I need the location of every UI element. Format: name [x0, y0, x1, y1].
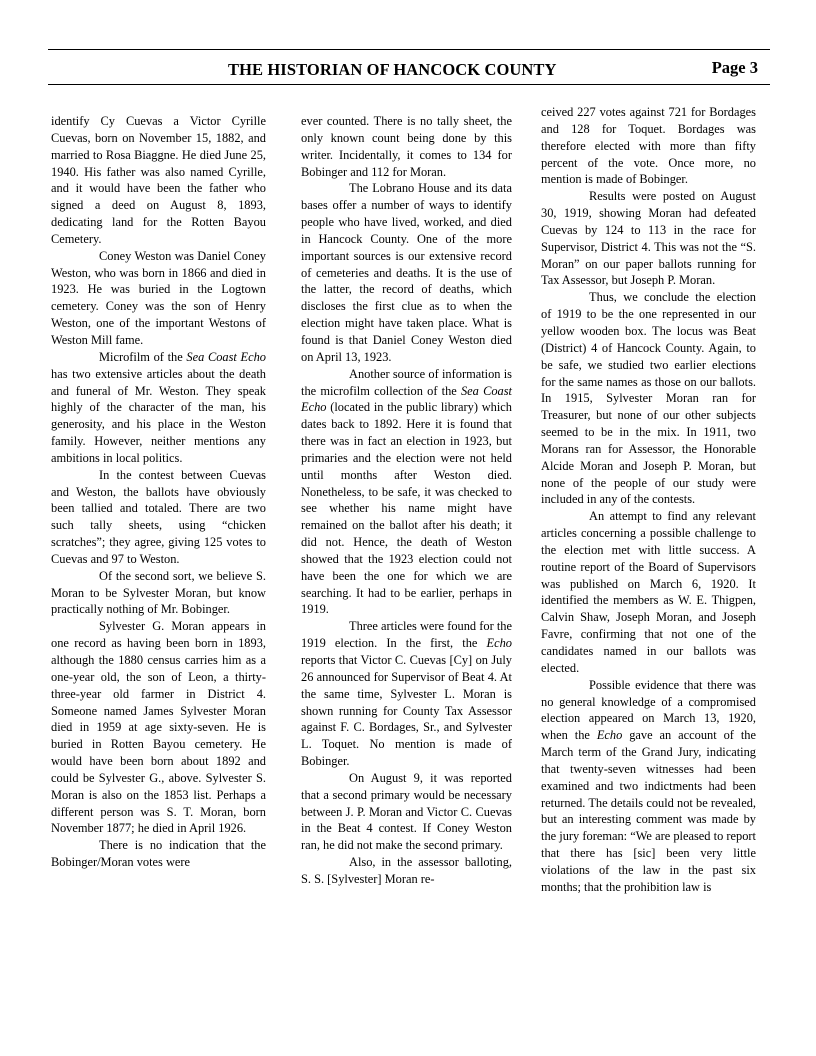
- text-run: An attempt to find any relevant articles concerning a possible challenge to the election met with little success. A routine report of the Board of Supervisors was published on March 6, 1920. It identified the members as W. E. Thigpen, Calvin Shaw, Joseph Moran, and Joseph Favre, confirming that not one of the candidates named in our ballots was elected.: [541, 509, 756, 675]
- text-run: has two extensive articles about the death and funeral of Mr. Weston. They speak highly of the character of the man, his generosity, and his place in the Weston family. However, neither mentions any ambitions in local politics.: [51, 366, 266, 465]
- paragraph: [51, 113, 266, 248]
- paragraph: [51, 618, 266, 837]
- column-1: [51, 113, 266, 871]
- text-run: (located in the public library) which dates back to 1892. Here it is found that there was in fact an election in 1923, but primaries and the election were not held until months after Weston died. Nonetheless, to be safe, it was checked to see whether his name might have remained on the ballot after his death; it did not. Hence, the death of Weston showed that the 1923 election could not have been the one for which we are searching. It had to be earlier, perhaps in 1919.: [301, 400, 512, 617]
- text-run: Also, in the assessor balloting, S. S. [Sylvester] Moran re-: [301, 855, 512, 886]
- text-run: In the contest between Cuevas and Weston, the ballots have obviously been tallied and totaled. There are two such tally sheets, using “chicken scratches”; they agree, giving 125 votes to Cuevas and 97 to Weston.: [51, 467, 266, 566]
- paragraph: [51, 467, 266, 568]
- publication-name: Echo: [596, 728, 623, 743]
- text-run: The Lobrano House and its data bases offer a number of ways to identify people who have lived, worked, and died in Hancock County. One of the more important sources is our extensive record of cemeteries and deaths. It is the use of the latter, the record of deaths, which discloses the first clue as to when the election might have taken place. What is found is that Daniel Coney Weston died on April 13, 1923.: [301, 181, 512, 364]
- text-run: Three articles were found for the 1919 election. In the first, the: [301, 619, 512, 651]
- paragraph: [301, 113, 512, 180]
- text-run: Thus, we conclude the election of 1919 to be the one represented in our yellow wooden box. The locus was Beat (District) 4 of Hancock County. Again, to be safe, we studied two earlier elections for the same names as those on our ballots. In 1915, Sylvester Moran ran for Treasurer, but none of our other subjects seemed to be in the mix. In 1911, two Morans ran for Assessor, the Honorable Alcide Moran and Joseph P. Moran, but none of the people of our study were included in any of the contests.: [541, 290, 756, 507]
- paragraph: [541, 677, 756, 896]
- header-rule-top: [48, 49, 770, 50]
- paragraph: [51, 837, 266, 871]
- paragraph: [301, 366, 512, 619]
- text-run: Of the second sort, we believe S. Moran to be Sylvester Moran, but know practically nothing of Mr. Bobinger.: [51, 568, 266, 617]
- text-run: ever counted. There is no tally sheet, the only known count being done by this writer. Incidentally, it comes to 134 for Bobinger and 112 for Moran.: [301, 114, 512, 179]
- publication-name: Sea Coast Echo: [301, 383, 512, 415]
- newsletter-title: THE HISTORIAN OF HANCOCK COUNTY: [228, 60, 557, 79]
- text-run: Results were posted on August 30, 1919, showing Moran had defeated Cuevas by 124 to 113 in the race for Supervisor, District 4. This was not the “S. Moran” on our paper ballots running for Tax Assessor, but Joseph P. Moran.: [541, 189, 756, 288]
- paragraph: [51, 248, 266, 349]
- paragraph: [301, 854, 512, 888]
- text-run: Microfilm of the: [99, 349, 187, 364]
- paragraph: [301, 770, 512, 854]
- text-run: reports that Victor C. Cuevas [Cy] on July 26 announced for Supervisor of Beat 4. At the same time, Sylvester L. Moran is shown running for County Tax Assessor against F. C. Bordages, Sr., and Sylvester L. Toquet. No mention is made of Bobinger.: [301, 653, 512, 769]
- publication-name: Sea Coast Echo: [186, 349, 266, 364]
- paragraph: [301, 618, 512, 770]
- paragraph: [51, 349, 266, 467]
- column-2: [301, 113, 512, 888]
- paragraph: [541, 104, 756, 188]
- text-run: Possible evidence that there was no general knowledge of a compromised election appeared on March 13, 1920, when the: [541, 677, 756, 743]
- text-run: gave an account of the March term of the Grand Jury, indicating that twenty-seven witnesses had been examined and two indictments had been returned. The details could not be revealed, but an interesting comment was made by the jury foreman: “We are pleased to report that there has [sic] been very little violations of the law in the past six months; that the prohibition law is: [541, 728, 756, 894]
- paragraph: [541, 188, 756, 289]
- paragraph: [301, 180, 512, 365]
- masthead: [48, 58, 770, 82]
- text-run: On August 9, it was reported that a second primary would be necessary between J. P. Moran and Victor C. Cuevas in the Beat 4 contest. If Coney Weston ran, he did not make the second primary.: [301, 770, 512, 853]
- paragraph: [541, 508, 756, 676]
- text-run: Another source of information is the microfilm collection of the: [301, 366, 512, 398]
- text-run: ceived 227 votes against 721 for Bordages and 128 for Toquet. Bordages was therefore elected with more than fifty percent of the vote. Once more, no mention is made of Bobinger.: [541, 105, 756, 187]
- header-rule-bottom: [48, 84, 770, 85]
- page-number: Page 3: [711, 58, 758, 77]
- paragraph: [541, 289, 756, 508]
- text-run: Coney Weston was Daniel Coney Weston, who was born in 1866 and died in 1923. He was buried in the Logtown cemetery. Coney was the son of Henry Weston, one of the important Westons of Weston Mill fame.: [51, 248, 266, 347]
- text-run: Sylvester G. Moran appears in one record as having been born in 1893, although the 1880 census carries him as a one-year old, the son of Leon, a thirty-three-year old farmer in District 4. Someone named James Sylvester Moran died in 1959 at age sixty-seven. He is buried in Rotten Bayou cemetery. He would have been born about 1892 and could be Sylvester G., above. Sylvester S. Moran is also on the 1853 list. Perhaps a different person was S. T. Moran, born November 1877; he died in April 1926.: [51, 619, 266, 836]
- paragraph: [51, 568, 266, 619]
- text-run: There is no indication that the Bobinger/Moran votes were: [51, 838, 266, 870]
- column-3: [541, 104, 756, 896]
- text-run: identify Cy Cuevas a Victor Cyrille Cuevas, born on November 15, 1882, and married to Rosa Biaggne. He died June 25, 1940. His father was also named Cyrille, and it would have been the father who signed a deed on August 8, 1893, dedicating land for the Rotten Bayou Cemetery.: [51, 114, 266, 246]
- publication-name: Echo: [486, 636, 512, 651]
